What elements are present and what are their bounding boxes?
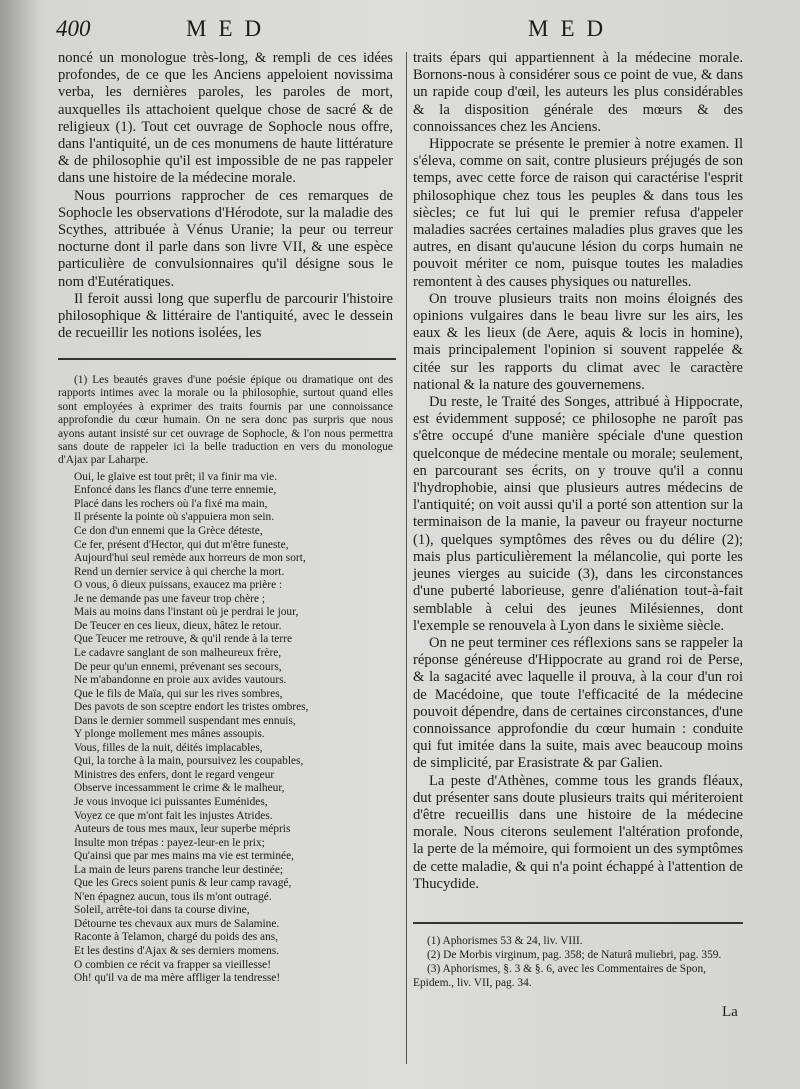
poem-line: Et les destins d'Ajax & ses derniers momens. — [74, 944, 280, 957]
left-paragraph-3: Il feroit aussi long que superflu de parcourir l'histoire philosophique & littéraire de l'antiquité, avec le dessein de recueillir les notions isolées, les — [58, 290, 393, 342]
footnote-1: (1) Aphorismes 53 & 24, liv. VIII. — [427, 935, 583, 947]
right-paragraph-4: Du reste, le Traité des Songes, attribué à Hippocrate, est évidemment supposé; ce philosophe ne paroît pas s'être occupé d'une manière spéciale d'une question quelconque de médecine mentale ou morale; seulement, en parcourant ses écrits, on y trouve qu'il a connu l'hydrophobie, ainsi que plusieurs autres médecins de l'antiquité; on voit aussi qu'il a porté son attention sur la terminaison de la manie, la paveur ou frayeur nocturne (1), quelques symptômes des rêves ou du délire (2); mais plus particulièrement la mélancolie, qui porte les jeunes vierges au suicide (3), dans les circonstances d'une puberté laborieuse, genre d'aliénation tout-à-fait semblable à celui des jeunes Milésiennes, dont l'exemple se renouvela à Lyon dans le sixième siècle. — [413, 394, 743, 634]
right-paragraph-5: On ne peut terminer ces réflexions sans se rappeler la réponse généreuse d'Hippocrate au grand roi de Perse, & la sagacité avec laquelle il prouva, à la cour d'un roi de Macédoine, que toute l'efficacité de la médecine pouvoit dépendre, dans de certaines circonstances, d'une connoissance approfondie du cœur humain : conduite qui fut imitée dans la suite, mais avec beaucoup moins de simplicité, par Erasistrate & par Galien. — [413, 634, 743, 772]
poem-line: N'en épagnez aucun, tous ils m'ont outragé. — [74, 890, 272, 903]
poem-line: Raconte à Telamon, chargé du poids des ans, — [74, 931, 279, 944]
running-head-left: MED — [186, 16, 274, 41]
poem-line: Insulte mon trépas : payez-leur-en le prix; — [74, 836, 265, 849]
poem-line: Ce don d'un ennemi que la Grèce déteste, — [74, 525, 263, 538]
poem-line: Vous, filles de la nuit, déités implacables, — [74, 741, 263, 754]
poem-line: Je ne demande pas une faveur trop chère ; — [74, 592, 266, 605]
poem-line: Qu'ainsi que par mes mains ma vie est terminée, — [74, 850, 294, 863]
footnote-intro: (1) Les beautés graves d'une poésie épique ou dramatique ont des rapports intimes avec la morale ou la philosophie, surtout quand elles sont employées à exprimer des traits fournis par une connoissance approfondie du cœur humain. On ne sera donc pas surpris que nous ayons autant insisté sur cet ouvrage de Sophocle, & l'on nous permettra sans doute de rappeler ici la belle traduction en vers du monologue d'Ajax par Laharpe. — [58, 374, 393, 467]
poem-line: O combien ce récit va frapper sa vieillesse! — [74, 958, 272, 971]
left-paragraph-1: noncé un monologue très-long, & rempli de ces idées profondes, de ce que les Anciens appeloient novissima verba, les dernières paroles, les paroles de mort, auxquelles ils attachoient quelque chose de sacré & de religieux (1). Tout cet ouvrage de Sophocle nous offre, dans l'antiquité, un de ces monumens de haute littérature & de philosophie qu'il est impossible de ne pas rappeler dans une histoire de la médecine morale. — [58, 50, 393, 187]
footnote-separator — [58, 358, 396, 360]
right-footnotes — [413, 934, 743, 990]
footnote-2: (2) De Morbis virginum, pag. 358; de Naturâ muliebri, pag. 359. — [427, 949, 722, 961]
poem-line: Détourne tes chevaux aux murs de Salamine. — [74, 917, 280, 930]
ajax-monologue-poem — [58, 471, 393, 986]
poem-line: Auteurs de tous mes maux, leur superbe mépris — [74, 823, 291, 836]
poem-line: Observe incessamment le crime & le malheur, — [74, 782, 285, 795]
right-footnote-separator — [413, 922, 743, 924]
left-column — [58, 50, 393, 342]
poem-line: Soleil, arrête-toi dans ta course divine, — [74, 904, 250, 917]
poem-line: Oh! qu'il va de ma mère affliger la tendresse! — [74, 972, 281, 985]
catchword: La — [722, 1004, 738, 1020]
poem-line: Ministres des enfers, dont le regard vengeur — [74, 768, 275, 781]
right-paragraph-2: Hippocrate se présente le premier à notre examen. Il s'éleva, comme on sait, contre plusieurs préjugés de son temps, avec cette force de raison qui caractérise l'esprit philosophique chez tous les peuples & dans tous les siècles; ce fut lui qui le premier refusa d'appeler maladies sacrées certaines maladies plus graves que les autres, en disant qu'aucune lésion du corps humain ne pouvoit mériter ce nom, puisque toutes les maladies remontent à des causes physiques ou naturelles. — [413, 136, 743, 290]
left-paragraph-2: Nous pourrions rapprocher de ces remarques de Sophocle les observations d'Hérodote, sur la maladie des Scythes, attribuée à Vénus Uranie; la peur ou terreur nocturne dont il parle dans son livre VII, & une espèce particulière de convulsionnaires qu'il désigne sous le nom d'Eutératiques. — [58, 187, 393, 290]
right-paragraph-3: On trouve plusieurs traits non moins éloignés des opinions vulgaires dans le beau livre sur les airs, les eaux & les lieux (de Aere, aquis & locis in homine), mais principalement l'opinion si souvent rappelée & citée sur les rapports du climat avec le caractère national & la nature des gouvernemens. — [413, 290, 743, 393]
poem-line: De peur qu'un ennemi, prévenant ses secours, — [74, 660, 282, 673]
poem-line: Il présente la pointe où s'appuiera mon sein. — [74, 511, 275, 524]
poem-line: Placé dans les rochers où l'a fixé ma main, — [74, 497, 268, 510]
poem-line: Enfoncé dans les flancs d'une terre ennemie, — [74, 484, 277, 497]
poem-line: O vous, ô dieux puissans, exaucez ma prière : — [74, 579, 283, 592]
poem-line: Qui, la torche à la main, poursuivez les coupables, — [74, 755, 304, 768]
poem-line: Dans le dernier sommeil suspendant mes ennuis, — [74, 714, 296, 727]
poem-line: Y plonge mollement mes mânes assoupis. — [74, 728, 265, 741]
running-head-right: MED — [528, 16, 616, 41]
poem-line: Ne m'abandonne en proie aux avides vautours. — [74, 674, 287, 687]
right-column — [413, 50, 743, 893]
poem-line: Oui, le glaive est tout prêt; il va finir ma vie. — [74, 470, 278, 483]
poem-line: Des pavots de son sceptre endort les tristes ombres, — [74, 701, 309, 714]
poem-line: Je vous invoque ici puissantes Euménides, — [74, 795, 268, 808]
left-footnote — [58, 374, 393, 986]
footnote-3: (3) Aphorismes, §. 3 & §. 6, avec les Commentaires de Spon, Epidem., liv. VII, pag. 34. — [413, 963, 707, 989]
right-paragraph-1: traits épars qui appartiennent à la médecine morale. Bornons-nous à considérer sous ce point de vue, & dans un rapide coup d'œil, les auteurs les plus considérables & la disposition générale des mœurs & des connoissances chez les Anciens. — [413, 50, 743, 135]
poem-line: Que le fils de Maïa, qui sur les rives sombres, — [74, 687, 283, 700]
page-gutter-shadow — [0, 0, 38, 1089]
poem-line: Que les Grecs soient punis & leur camp ravagé, — [74, 877, 292, 890]
poem-line: Que Teucer me retrouve, & qu'il rende à la terre — [74, 633, 292, 646]
poem-line: Le cadavre sanglant de son malheureux frère, — [74, 646, 282, 659]
poem-line: Voyez ce que m'ont fait les injustes Atrides. — [74, 809, 273, 822]
poem-line: Mais au moins dans l'instant où je perdrai le jour, — [74, 606, 299, 619]
page-number: 400 — [56, 16, 91, 41]
poem-line: La main de leurs parens tranche leur destinée; — [74, 863, 284, 876]
poem-line: De Teucer en ces lieux, dieux, hâtez le retour. — [74, 619, 282, 632]
poem-line: Rend un dernier service à qui cherche la mort. — [74, 565, 285, 578]
poem-line: Ce fer, présent d'Hector, qui dut m'être funeste, — [74, 538, 289, 551]
poem-line: Aujourd'hui seul remède aux horreurs de mon sort, — [74, 552, 306, 565]
right-paragraph-6: La peste d'Athènes, comme tous les grands fléaux, dut présenter sans doute plusieurs traits qui mériteroient d'être recueillis dans une histoire de la médecine morale. Nous citerons seulement l'altération profonde, la perte de la mémoire, qui formoient un des symptômes de cette maladie, & qui n'a point échappé à l'attention de Thucydide. — [413, 772, 743, 892]
column-divider — [406, 52, 407, 1064]
